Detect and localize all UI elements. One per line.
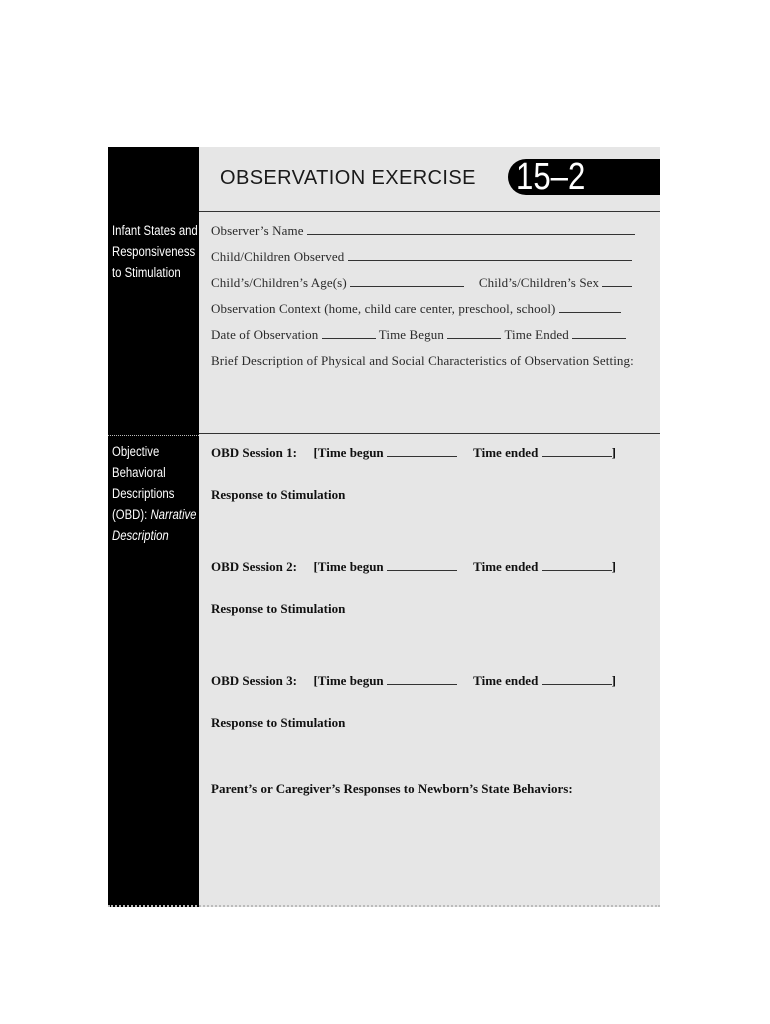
context-field[interactable] <box>211 301 621 317</box>
sidebar-line: Responsiveness <box>112 244 196 259</box>
time-begun-label: Time Begun <box>378 327 444 342</box>
observer-name-blank[interactable] <box>307 224 635 235</box>
page-title: OBSERVATION EXERCISE <box>220 167 476 189</box>
sidebar-section-infant-states <box>112 220 198 283</box>
sidebar-obd-label: (OBD): <box>112 507 148 522</box>
sex-label: Child’s/Children’s Sex <box>478 275 600 290</box>
time-begun-blank[interactable] <box>447 328 501 339</box>
sidebar-line <box>112 504 197 525</box>
obd-session-2[interactable] <box>211 559 616 575</box>
sex-blank[interactable] <box>602 276 632 287</box>
setting-description-field <box>211 353 634 369</box>
observer-name-label: Observer’s Name <box>211 223 304 238</box>
parent-responses-label: Parent’s or Caregiver’s Responses to Newborn’s State Behaviors: <box>211 781 573 796</box>
session-ended-label: Time ended <box>473 445 539 460</box>
sidebar-line: Descriptions <box>112 486 175 501</box>
session-ended-blank[interactable] <box>542 446 612 457</box>
obd-session-3[interactable] <box>211 673 616 689</box>
time-ended-label: Time Ended <box>504 327 569 342</box>
exercise-sheet <box>108 147 660 907</box>
session-label: OBD Session 2: <box>211 559 297 574</box>
session-begun-label: [Time begun <box>313 559 384 574</box>
children-observed-field[interactable] <box>211 249 632 265</box>
session-close-bracket: ] <box>611 559 616 574</box>
context-blank[interactable] <box>559 302 621 313</box>
sidebar <box>108 147 199 907</box>
exercise-number-badge <box>508 156 660 198</box>
context-label: Observation Context (home, child care center, preschool, school) <box>211 301 556 316</box>
session-close-bracket: ] <box>611 445 616 460</box>
response-label-3: Response to Stimulation <box>211 715 346 730</box>
sidebar-section-obd <box>112 441 197 546</box>
ages-sex-field[interactable] <box>211 275 632 291</box>
response-label-1: Response to Stimulation <box>211 487 346 502</box>
date-blank[interactable] <box>322 328 376 339</box>
sidebar-line: Infant States and <box>112 223 198 238</box>
session-close-bracket: ] <box>611 673 616 688</box>
session-begun-blank[interactable] <box>387 674 457 685</box>
session-ended-label: Time ended <box>473 559 539 574</box>
date-time-field[interactable] <box>211 327 626 343</box>
session-label: OBD Session 1: <box>211 445 297 460</box>
sidebar-italic-narrative: Narrative <box>150 507 197 522</box>
session-label: OBD Session 3: <box>211 673 297 688</box>
session-ended-label: Time ended <box>473 673 539 688</box>
exercise-number: 15–2 <box>516 156 586 198</box>
session-begun-blank[interactable] <box>387 446 457 457</box>
sidebar-line: to Stimulation <box>112 265 181 280</box>
children-observed-label: Child/Children Observed <box>211 249 345 264</box>
session-begun-label: [Time begun <box>313 445 384 460</box>
sidebar-line: Objective <box>112 444 160 459</box>
sheet-bottom-edge <box>108 905 660 907</box>
obd-session-1[interactable] <box>211 445 616 461</box>
header-rule <box>199 211 660 212</box>
children-observed-blank[interactable] <box>348 250 632 261</box>
sidebar-divider <box>108 435 199 436</box>
section-rule <box>199 433 660 434</box>
sidebar-line: Behavioral <box>112 465 166 480</box>
ages-label: Child’s/Children’s Age(s) <box>211 275 347 290</box>
session-begun-blank[interactable] <box>387 560 457 571</box>
session-ended-blank[interactable] <box>542 674 612 685</box>
time-ended-blank[interactable] <box>572 328 626 339</box>
sidebar-italic-description: Description <box>112 528 169 543</box>
ages-blank[interactable] <box>350 276 464 287</box>
session-ended-blank[interactable] <box>542 560 612 571</box>
observer-name-field[interactable] <box>211 223 635 239</box>
response-label-2: Response to Stimulation <box>211 601 346 616</box>
session-begun-label: [Time begun <box>313 673 384 688</box>
date-label: Date of Observation <box>211 327 319 342</box>
setting-description-label: Brief Description of Physical and Social Characteristics of Observation Setting: <box>211 353 634 368</box>
